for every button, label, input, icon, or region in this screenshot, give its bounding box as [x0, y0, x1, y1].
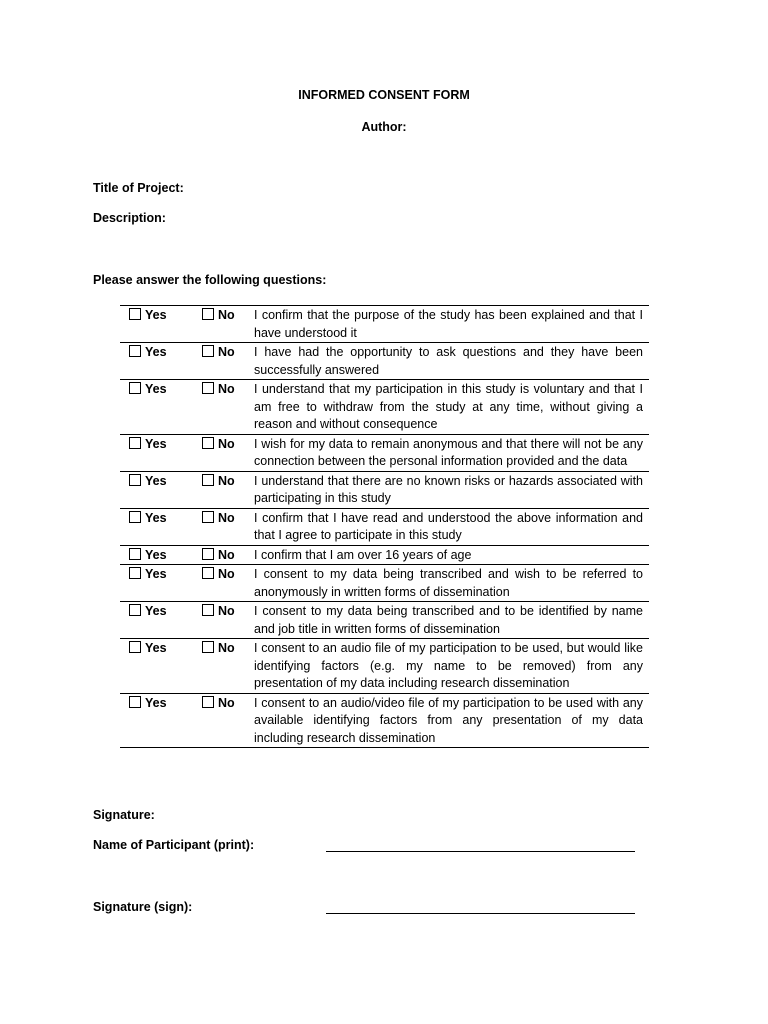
yes-checkbox[interactable] — [129, 345, 141, 357]
form-title: INFORMED CONSENT FORM — [298, 88, 470, 102]
question-row — [120, 693, 649, 748]
no-checkbox[interactable] — [202, 474, 214, 486]
signature-heading: Signature: — [93, 808, 155, 822]
no-label: No — [218, 547, 235, 562]
question-row — [120, 602, 649, 639]
no-option[interactable] — [202, 508, 254, 545]
yes-label: Yes — [145, 382, 167, 396]
yes-label: Yes — [145, 641, 167, 655]
no-option[interactable] — [202, 343, 254, 380]
no-option[interactable] — [202, 380, 254, 435]
no-checkbox[interactable] — [202, 604, 214, 616]
no-option[interactable] — [202, 602, 254, 639]
yes-checkbox[interactable] — [129, 308, 141, 320]
yes-option[interactable] — [120, 343, 202, 380]
yes-option[interactable] — [120, 602, 202, 639]
participant-name-line[interactable] — [326, 851, 635, 852]
participant-name-label: Name of Participant (print): — [93, 838, 255, 852]
description-label: Description: — [93, 211, 166, 225]
no-option[interactable] — [202, 693, 254, 748]
yes-label: Yes — [145, 567, 167, 581]
no-label: No — [218, 345, 235, 359]
no-option[interactable] — [202, 306, 254, 343]
no-label: No — [218, 641, 235, 655]
yes-checkbox[interactable] — [129, 437, 141, 449]
no-checkbox[interactable] — [202, 437, 214, 449]
question-row — [120, 434, 649, 471]
no-option[interactable] — [202, 565, 254, 602]
yes-label: Yes — [145, 308, 167, 322]
yes-option[interactable] — [120, 565, 202, 602]
question-text: I understand that there are no known risks or hazards associated with participating in this study — [254, 471, 649, 508]
yes-checkbox[interactable] — [129, 567, 141, 579]
question-text: I wish for my data to remain anonymous and that there will not be any connection between the personal information provided and the data — [254, 434, 649, 471]
no-checkbox[interactable] — [202, 345, 214, 357]
question-row — [120, 306, 649, 343]
no-checkbox[interactable] — [202, 511, 214, 523]
signature-sign-line[interactable] — [326, 913, 635, 914]
yes-option[interactable] — [120, 639, 202, 694]
no-option[interactable] — [202, 639, 254, 694]
yes-checkbox[interactable] — [129, 641, 141, 653]
no-checkbox[interactable] — [202, 696, 214, 708]
yes-checkbox[interactable] — [129, 548, 141, 560]
yes-label: Yes — [145, 473, 167, 488]
question-text: I have had the opportunity to ask questions and they have been successfully answered — [254, 343, 649, 380]
no-checkbox[interactable] — [202, 641, 214, 653]
question-text: I confirm that I have read and understood the above information and that I agree to participate in this study — [254, 508, 649, 545]
no-checkbox[interactable] — [202, 567, 214, 579]
yes-label: Yes — [145, 345, 167, 359]
questions-table — [120, 305, 649, 748]
no-option[interactable] — [202, 434, 254, 471]
question-text: I understand that my participation in this study is voluntary and that I am free to withdraw from the study at any time, without giving a reason and without consequence — [254, 380, 649, 435]
question-text: I consent to an audio file of my participation to be used, but would like identifying factors (e.g. my name to be removed) from any presentation of my data including research dissemination — [254, 639, 649, 694]
yes-label: Yes — [145, 510, 167, 525]
question-row — [120, 343, 649, 380]
question-row — [120, 545, 649, 565]
yes-label: Yes — [145, 547, 167, 562]
questions-instruction: Please answer the following questions: — [93, 273, 327, 287]
question-row — [120, 380, 649, 435]
signature-sign-label: Signature (sign): — [93, 900, 193, 914]
yes-option[interactable] — [120, 693, 202, 748]
question-text: I confirm that I am over 16 years of age — [254, 545, 649, 565]
yes-option[interactable] — [120, 471, 202, 508]
question-text: I consent to my data being transcribed and to be identified by name and job title in written forms of dissemination — [254, 602, 649, 639]
yes-option[interactable] — [120, 508, 202, 545]
yes-option[interactable] — [120, 306, 202, 343]
no-label: No — [218, 308, 235, 322]
yes-checkbox[interactable] — [129, 696, 141, 708]
question-text: I consent to an audio/video file of my participation to be used with any available identifying factors from any presentation of my data including research dissemination — [254, 693, 649, 748]
question-row — [120, 508, 649, 545]
yes-label: Yes — [145, 436, 167, 451]
project-title-label: Title of Project: — [93, 181, 184, 195]
yes-option[interactable] — [120, 434, 202, 471]
no-label: No — [218, 695, 235, 710]
yes-checkbox[interactable] — [129, 382, 141, 394]
question-row — [120, 471, 649, 508]
yes-label: Yes — [145, 695, 167, 710]
no-label: No — [218, 604, 235, 618]
question-text: I confirm that the purpose of the study has been explained and that I have understood it — [254, 306, 649, 343]
no-label: No — [218, 567, 235, 581]
question-row — [120, 565, 649, 602]
no-option[interactable] — [202, 545, 254, 565]
yes-option[interactable] — [120, 545, 202, 565]
no-checkbox[interactable] — [202, 382, 214, 394]
yes-checkbox[interactable] — [129, 474, 141, 486]
no-label: No — [218, 510, 235, 525]
author-label: Author: — [361, 120, 407, 134]
yes-checkbox[interactable] — [129, 511, 141, 523]
no-label: No — [218, 436, 235, 451]
no-checkbox[interactable] — [202, 548, 214, 560]
yes-label: Yes — [145, 604, 167, 618]
yes-option[interactable] — [120, 380, 202, 435]
no-checkbox[interactable] — [202, 308, 214, 320]
question-row — [120, 639, 649, 694]
no-label: No — [218, 382, 235, 396]
no-label: No — [218, 473, 235, 488]
question-text: I consent to my data being transcribed and wish to be referred to anonymously in written forms of dissemination — [254, 565, 649, 602]
no-option[interactable] — [202, 471, 254, 508]
yes-checkbox[interactable] — [129, 604, 141, 616]
